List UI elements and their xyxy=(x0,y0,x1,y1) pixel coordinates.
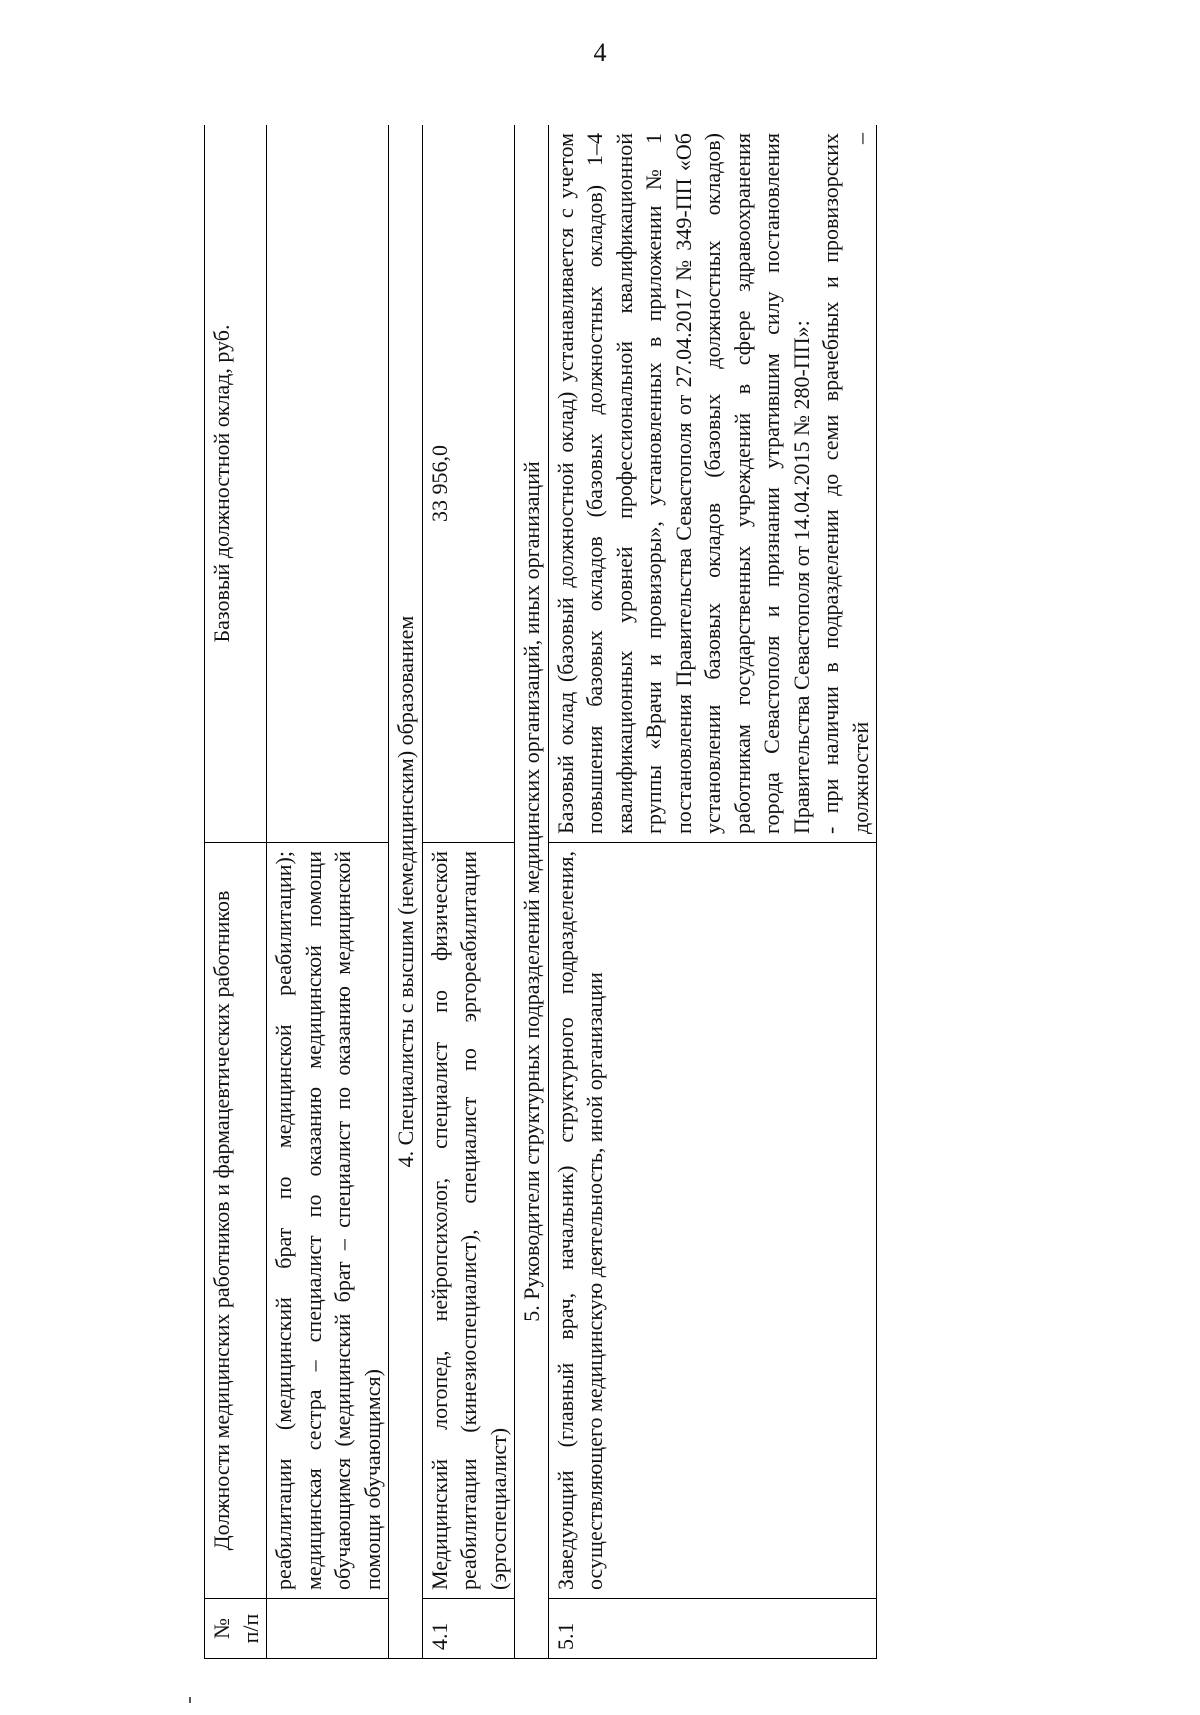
header-salary: Базовый должностной оклад, руб. xyxy=(205,125,267,843)
landscape-sheet xyxy=(204,125,1092,1659)
cell-salary-empty xyxy=(267,125,389,843)
scan-artifact xyxy=(189,1697,191,1703)
salary-table xyxy=(204,125,877,1659)
section-title-4: 4. Специалисты с высшим (немедицинским) образованием xyxy=(389,125,423,1659)
cell-num-empty xyxy=(267,1599,389,1659)
salary-5-1-intro: Базовый оклад (базовый должностной оклад) устанавливается с учетом повышения базовых окладов (базовых должностных окладов) 1–4 квалификационных уровней профессиональной квалификационной группы «Врачи и провизоры», установленных в приложении № 1 постановления Правительства Севастополя от 27.04.2017 № 349-ПП «Об установлении базовых окладов (базовых должностных окладов) работникам государственных учреждений в сфере здравоохранения города Севастополя и признании утратившим силу постановления Правительства Севастополя от 14.04.2015 № 280-ПП»: xyxy=(552,133,814,834)
section-title-5: 5. Руководители структурных подразделений медицинских организаций, иных организаций xyxy=(515,125,549,1659)
cell-salary-5-1 xyxy=(548,125,877,843)
cell-salary-4-1: 33 956,0 xyxy=(422,125,515,843)
cell-position-5-1: Заведующий (главный врач, начальник) структурного подразделения, осуществляющего медицинскую деятельность, иной организации xyxy=(548,843,877,1599)
header-position: Должности медицинских работников и фармацевтических работников xyxy=(205,843,267,1599)
header-num: № п/п xyxy=(205,1599,267,1659)
cell-position-continuation: реабилитации (медицинский брат по медицинской реабилитации); медицинская сестра – специалист по оказанию медицинской помощи обучающимся (медицинский брат – специалист по оказанию медицинской помощи обучающимся) xyxy=(267,843,389,1599)
table-row-continuation xyxy=(267,125,389,1659)
section-row-5 xyxy=(515,125,549,1659)
cell-num-5-1: 5.1 xyxy=(548,1599,877,1659)
cell-position-4-1: Медицинский логопед, нейропсихолог, специалист по физической реабилитации (кинезиоспециалист), специалист по эргореабилитации (эргоспециалист) xyxy=(422,843,515,1599)
table-row-5-1 xyxy=(548,125,877,1659)
salary-5-1-item: - при наличии в подразделении до семи врачебных и провизорских должностей – xyxy=(818,133,873,834)
page-number: 4 xyxy=(593,38,607,67)
section-row-4 xyxy=(389,125,423,1659)
rotated-page-frame xyxy=(204,125,1092,1659)
table-row-4-1 xyxy=(422,125,515,1659)
table-header-row xyxy=(205,125,267,1659)
cell-num-4-1: 4.1 xyxy=(422,1599,515,1659)
